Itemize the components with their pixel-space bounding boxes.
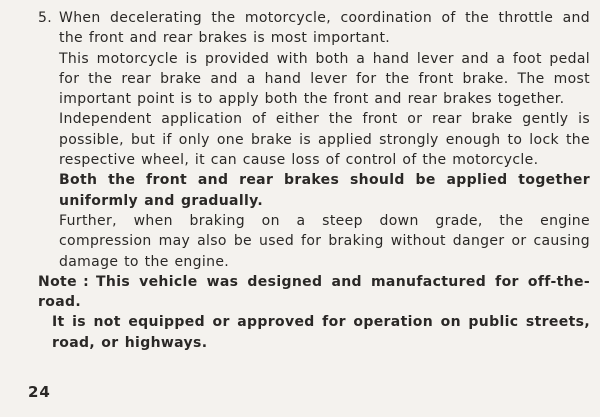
independent-brake-paragraph: Independent application of either the front or rear brake gently is possible, but if only one brake is applied strongly enough to lock the respective wheel, it can cause loss of control of the motorcycle. [59,111,590,169]
uniform-braking-warning: Both the front and rear brakes should be applied together uniformly and gradually. [59,172,590,209]
page-number: 24 [28,383,51,401]
instruction-item-5 [38,8,590,353]
note-line-1: This vehicle was designed and manufactured for off-the-road. [38,273,590,311]
intro-paragraph: When decelerating the motorcycle, coordination of the throttle and the front and rear brakes is most important. [59,10,590,47]
note-continuation: It is not equipped or approved for operation on public streets, road, or highways. [52,314,590,351]
note-first-line [38,272,590,313]
note-label: Note : [38,273,90,290]
item-number: 5. [38,10,53,26]
item-row [38,8,590,272]
note-block [38,272,590,353]
engine-compression-paragraph: Further, when braking on a steep down grade, the engine compression may also be used for braking without danger or causing damage to the engine. [59,212,590,270]
item-body [59,8,590,272]
brake-controls-paragraph: This motorcycle is provided with both a hand lever and a foot pedal for the rear brake and a hand lever for the front brake. The most important point is to apply both the front and rear brakes together. [59,50,590,108]
